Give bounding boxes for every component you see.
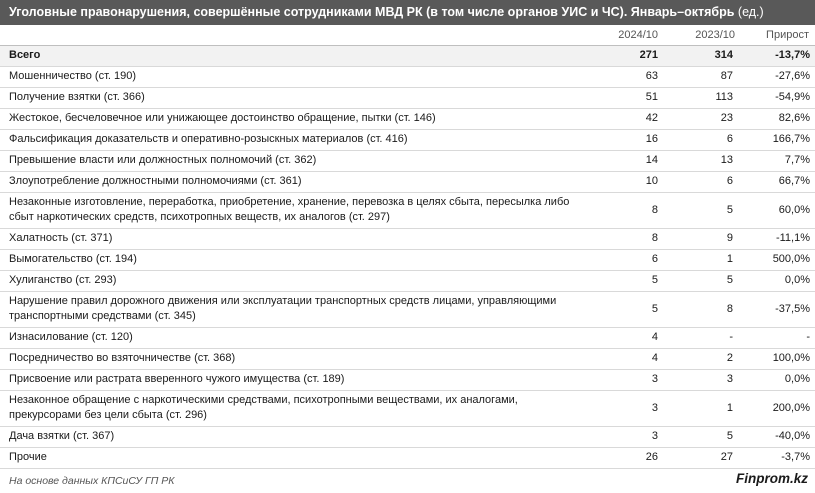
table-title xyxy=(0,0,815,25)
table-row xyxy=(0,192,815,228)
row-growth: -27,6% xyxy=(741,66,815,87)
row-growth: 200,0% xyxy=(741,390,815,426)
row-value-2023: 5 xyxy=(664,192,741,228)
row-name: Превышение власти или должностных полномочий (ст. 362) xyxy=(0,150,595,171)
row-growth: -13,7% xyxy=(741,45,815,66)
row-value-2023: 8 xyxy=(664,291,741,327)
row-growth: 7,7% xyxy=(741,150,815,171)
row-value-2024: 3 xyxy=(595,369,664,390)
row-value-2023: 5 xyxy=(664,426,741,447)
row-value-2024: 8 xyxy=(595,228,664,249)
table-row xyxy=(0,129,815,150)
table-row xyxy=(0,348,815,369)
header-row xyxy=(0,25,815,45)
row-growth: -3,7% xyxy=(741,447,815,468)
row-name: Посредничество во взяточничестве (ст. 368) xyxy=(0,348,595,369)
row-value-2023: 1 xyxy=(664,249,741,270)
row-value-2024: 63 xyxy=(595,66,664,87)
column-header-2024: 2024/10 xyxy=(595,25,664,45)
row-growth: - xyxy=(741,327,815,348)
row-value-2023: - xyxy=(664,327,741,348)
row-value-2024: 5 xyxy=(595,270,664,291)
row-value-2023: 87 xyxy=(664,66,741,87)
row-value-2023: 23 xyxy=(664,108,741,129)
row-value-2023: 314 xyxy=(664,45,741,66)
row-name: Хулиганство (ст. 293) xyxy=(0,270,595,291)
row-name: Мошенничество (ст. 190) xyxy=(0,66,595,87)
table-row xyxy=(0,66,815,87)
row-name: Присвоение или растрата вверенного чужого имущества (ст. 189) xyxy=(0,369,595,390)
table-row xyxy=(0,150,815,171)
row-value-2024: 4 xyxy=(595,348,664,369)
table-row xyxy=(0,108,815,129)
row-name: Незаконное обращение с наркотическими средствами, психотропными веществами, их аналогами, прекурсорами без цели сбыта (ст. 296) xyxy=(0,390,595,426)
row-growth: 0,0% xyxy=(741,270,815,291)
row-value-2023: 13 xyxy=(664,150,741,171)
column-header-2023: 2023/10 xyxy=(664,25,741,45)
row-value-2024: 8 xyxy=(595,192,664,228)
row-name: Вымогательство (ст. 194) xyxy=(0,249,595,270)
row-name: Незаконные изготовление, переработка, приобретение, хранение, перевозка в целях сбыта, пересылка либо сбыт наркотических средств, психотропных веществ, их аналогов (ст. 297) xyxy=(0,192,595,228)
row-growth: 66,7% xyxy=(741,171,815,192)
row-value-2024: 42 xyxy=(595,108,664,129)
row-value-2024: 16 xyxy=(595,129,664,150)
row-value-2024: 3 xyxy=(595,390,664,426)
table-row xyxy=(0,291,815,327)
row-growth: 166,7% xyxy=(741,129,815,150)
row-value-2024: 26 xyxy=(595,447,664,468)
table-title-main: Уголовные правонарушения, совершённые сотрудниками МВД РК (в том числе органов УИС и ЧС). Январь–октябрь xyxy=(9,5,735,19)
column-header-growth: Прирост xyxy=(741,25,815,45)
row-value-2024: 51 xyxy=(595,87,664,108)
table-row xyxy=(0,447,815,468)
row-name: Жестокое, бесчеловечное или унижающее достоинство обращение, пытки (ст. 146) xyxy=(0,108,595,129)
row-value-2024: 3 xyxy=(595,426,664,447)
row-name: Дача взятки (ст. 367) xyxy=(0,426,595,447)
table-row xyxy=(0,327,815,348)
crime-table xyxy=(0,25,815,469)
row-value-2024: 6 xyxy=(595,249,664,270)
table-row xyxy=(0,426,815,447)
row-value-2023: 113 xyxy=(664,87,741,108)
row-growth: 0,0% xyxy=(741,369,815,390)
row-value-2023: 5 xyxy=(664,270,741,291)
row-name: Прочие xyxy=(0,447,595,468)
table-row xyxy=(0,87,815,108)
row-name: Злоупотребление должностными полномочиями (ст. 361) xyxy=(0,171,595,192)
total-row xyxy=(0,45,815,66)
row-growth: -11,1% xyxy=(741,228,815,249)
brand-logo: Finprom.kz xyxy=(735,471,808,486)
row-name: Халатность (ст. 371) xyxy=(0,228,595,249)
row-growth: 100,0% xyxy=(741,348,815,369)
row-value-2024: 10 xyxy=(595,171,664,192)
row-value-2024: 5 xyxy=(595,291,664,327)
row-value-2023: 1 xyxy=(664,390,741,426)
row-value-2023: 2 xyxy=(664,348,741,369)
row-growth: -37,5% xyxy=(741,291,815,327)
table-row xyxy=(0,171,815,192)
source-note: На основе данных КПСиСУ ГП РК xyxy=(9,475,175,487)
row-value-2023: 6 xyxy=(664,171,741,192)
row-growth: -40,0% xyxy=(741,426,815,447)
row-value-2023: 27 xyxy=(664,447,741,468)
row-growth: 60,0% xyxy=(741,192,815,228)
row-name: Нарушение правил дорожного движения или эксплуатации транспортных средств лицами, управляющими транспортными средствами (ст. 345) xyxy=(0,291,595,327)
row-name: Изнасилование (ст. 120) xyxy=(0,327,595,348)
row-name: Фальсификация доказательств и оперативно-розыскных материалов (ст. 416) xyxy=(0,129,595,150)
table-row xyxy=(0,369,815,390)
table-row xyxy=(0,390,815,426)
row-name: Всего xyxy=(0,45,595,66)
table-row xyxy=(0,249,815,270)
row-name: Получение взятки (ст. 366) xyxy=(0,87,595,108)
row-growth: -54,9% xyxy=(741,87,815,108)
row-value-2024: 271 xyxy=(595,45,664,66)
row-value-2024: 4 xyxy=(595,327,664,348)
row-growth: 500,0% xyxy=(741,249,815,270)
table-row xyxy=(0,228,815,249)
row-value-2023: 9 xyxy=(664,228,741,249)
row-growth: 82,6% xyxy=(741,108,815,129)
column-header-name xyxy=(0,25,595,45)
table-title-unit: (ед.) xyxy=(737,5,764,19)
row-value-2023: 6 xyxy=(664,129,741,150)
row-value-2024: 14 xyxy=(595,150,664,171)
table-row xyxy=(0,270,815,291)
row-value-2023: 3 xyxy=(664,369,741,390)
